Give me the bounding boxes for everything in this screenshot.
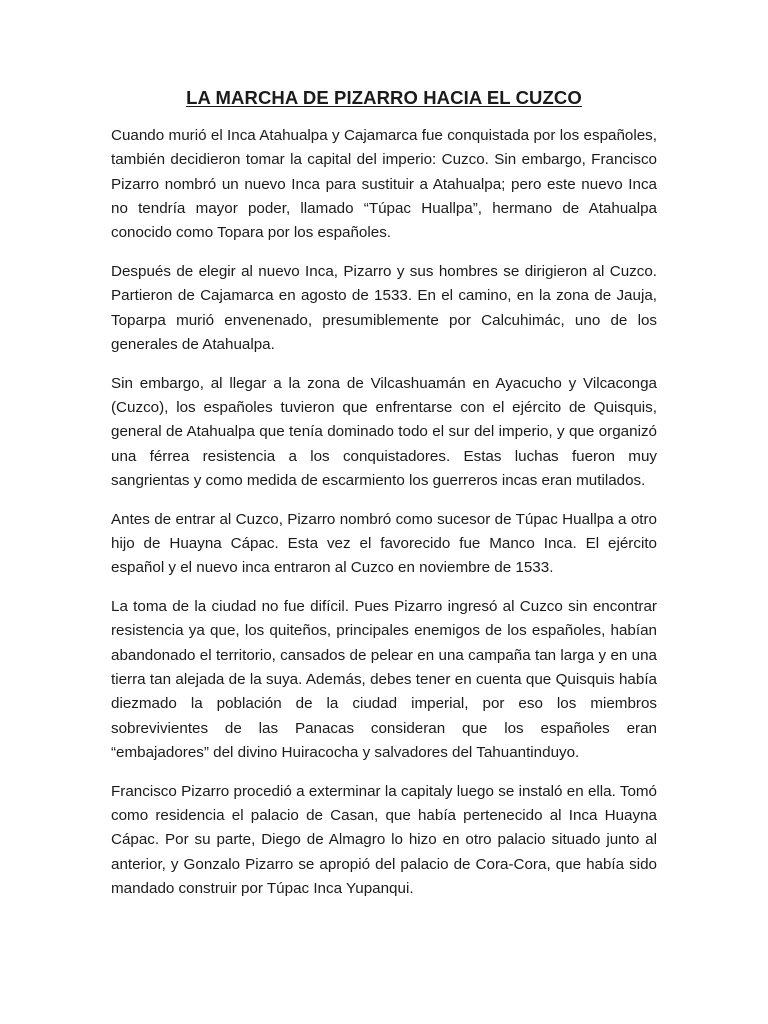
paragraph: Antes de entrar al Cuzco, Pizarro nombró como sucesor de Túpac Huallpa a otro hijo de Huayna Cápac. Esta vez el favorecido fue Manco Inca. El ejército español y el nuevo inca entraron al Cuzco en noviembre de 1533. (111, 510, 657, 577)
document-page (111, 84, 657, 916)
paragraph: La toma de la ciudad no fue difícil. Pues Pizarro ingresó al Cuzco sin encontrar resistencia ya que, los quiteños, principales enemigos de los españoles, habían abandonado el territorio, cansados de pelear en una campaña tan larga y en una tierra tan alejada de la suya. Además, debes tener en cuenta que Quisquis había diezmado la población de la ciudad imperial, por eso los miembros sobrevivientes de las Panacas consideran que los españoles eran “embajadores” del divino Huiracocha y salvadores del Tahuantinduyo. (111, 598, 657, 761)
paragraph: Sin embargo, al llegar a la zona de Vilcashuamán en Ayacucho y Vilcaconga (Cuzco), los españoles tuvieron que enfrentarse con el ejército de Quisquis, general de Atahualpa que tenía dominado todo el sur del imperio, y que organizó una férrea resistencia a los conquistadores. Estas luchas fueron muy sangrientas y como medida de escarmiento los guerreros incas eran mutilados. (111, 374, 657, 489)
paragraph: Cuando murió el Inca Atahualpa y Cajamarca fue conquistada por los españoles, también decidieron tomar la capital del imperio: Cuzco. Sin embargo, Francisco Pizarro nombró un nuevo Inca para sustituir a Atahualpa; pero este nuevo Inca no tendría mayor poder, llamado “Túpac Huallpa”, hermano de Atahualpa conocido como Topara por los españoles. (111, 127, 657, 242)
paragraph: Francisco Pizarro procedió a exterminar la capitaly luego se instaló en ella. Tomó como residencia el palacio de Casan, que había pertenecido al Inca Huayna Cápac. Por su parte, Diego de Almagro lo hizo en otro palacio situado junto al anterior, y Gonzalo Pizarro se apropió del palacio de Cora-Cora, que había sido mandado construir por Túpac Inca Yupanqui. (111, 782, 657, 897)
document-title: LA MARCHA DE PIZARRO HACIA EL CUZCO (186, 87, 582, 108)
paragraph: Después de elegir al nuevo Inca, Pizarro y sus hombres se dirigieron al Cuzco. Partieron de Cajamarca en agosto de 1533. En el camino, en la zona de Jauja, Toparpa murió envenenado, presumiblemente por Calcuhimác, uno de los generales de Atahualpa. (111, 262, 657, 353)
